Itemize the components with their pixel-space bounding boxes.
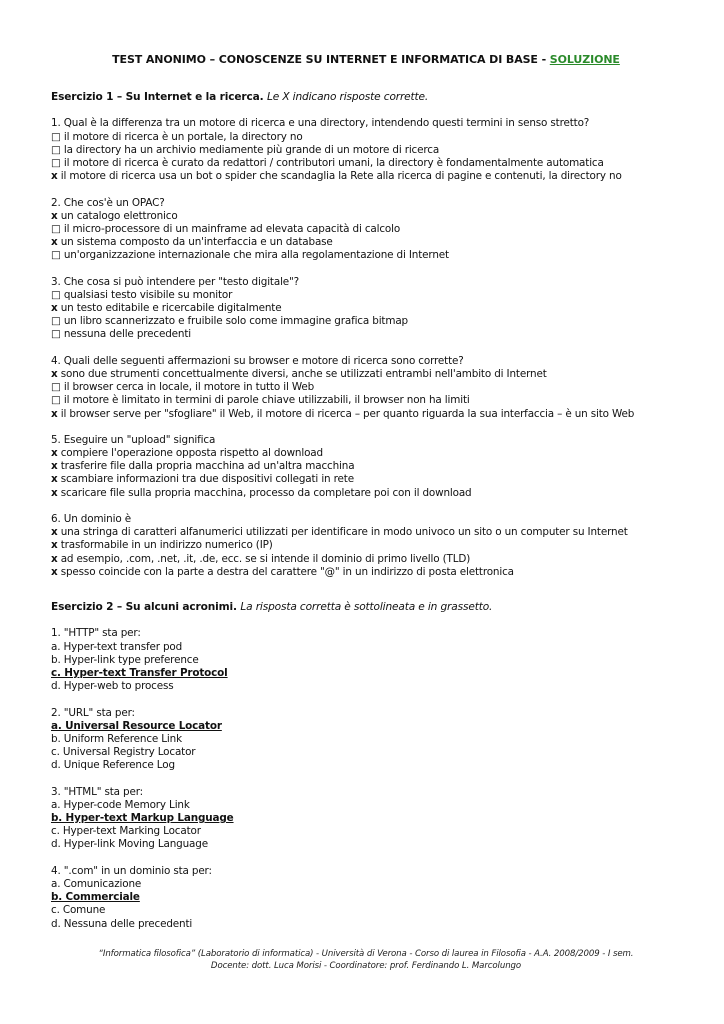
answer-item: [51, 394, 691, 407]
answer-text: trasferire file dalla propria macchina ad un'altra macchina: [60, 460, 355, 473]
correct-mark: x: [51, 236, 58, 249]
checkbox-mark: □: [51, 143, 61, 156]
answer-item: [51, 144, 691, 157]
correct-mark: x: [51, 565, 58, 578]
title-main: TEST ANONIMO – CONOSCENZE SU INTERNET E INFORMATICA DI BASE -: [112, 53, 550, 66]
answer-item: [51, 539, 691, 552]
answer-item: [51, 799, 691, 812]
exercise-2: [51, 601, 691, 931]
answer-text: un'organizzazione internazionale che mira alla regolamentazione di Internet: [63, 249, 449, 262]
answer-item: [51, 381, 691, 394]
correct-mark: x: [51, 486, 58, 499]
answer-item: [51, 733, 691, 746]
answer-item: [51, 641, 691, 654]
footer-line-2: Docente: dott. Luca Morisi - Coordinatore: prof. Ferdinando L. Marcolungo: [210, 960, 522, 971]
answer-text: il motore è limitato in termini di parole chiave utilizzabili, il browser non ha limiti: [63, 394, 470, 407]
answer-text: qualsiasi testo visibile su monitor: [63, 288, 233, 301]
answer-text: c. Comune: [51, 904, 106, 917]
page-title: [51, 53, 681, 66]
answer-item: [51, 210, 691, 223]
answer-text: ad esempio, .com, .net, .it, .de, ecc. se si intende il dominio di primo livello (TLD): [60, 552, 471, 565]
answer-item: [51, 720, 691, 733]
correct-mark: x: [51, 302, 58, 314]
answer-item: [51, 746, 691, 759]
question-text: 6. Un dominio è: [51, 513, 131, 525]
answer-item: [51, 315, 691, 328]
answer-item: [51, 825, 691, 838]
answer-text: il micro-processore di un mainframe ad elevata capacità di calcolo: [63, 222, 401, 235]
answer-item: [51, 812, 691, 825]
answer-item: [51, 904, 691, 917]
answer-text: b. Hyper-link type preference: [51, 653, 199, 666]
correct-mark: x: [51, 170, 58, 183]
correct-mark: x: [51, 473, 58, 486]
answer-item: [51, 878, 691, 891]
answer-item: [51, 131, 691, 144]
question-text: 4. ".com" in un dominio sta per:: [51, 864, 212, 877]
answer-item: [51, 157, 691, 170]
answer-text: c. Universal Registry Locator: [51, 746, 196, 759]
exercise-1: [51, 91, 691, 579]
correct-mark: x: [51, 407, 58, 420]
answer-text: b. Uniform Reference Link: [51, 732, 182, 745]
answer-item: [51, 918, 691, 931]
page-footer: [51, 949, 681, 972]
answer-item: [51, 654, 691, 667]
question-text: 2. Che cos'è un OPAC?: [51, 196, 165, 209]
question-text: 1. "HTTP" sta per:: [51, 627, 141, 640]
answer-item: [51, 447, 691, 460]
answer-item: [51, 566, 691, 579]
answer-item: [51, 302, 691, 315]
question-text: 5. Eseguire un "upload" significa: [51, 433, 216, 446]
answer-item: [51, 526, 691, 539]
answer-text: d. Nessuna delle precedenti: [51, 917, 193, 930]
question-text: 3. "HTML" sta per:: [51, 785, 144, 798]
answer-text: d. Hyper-link Moving Language: [51, 838, 208, 851]
correct-mark: x: [51, 539, 58, 552]
answer-text: scambiare informazioni tra due dispositivi collegati in rete: [60, 473, 354, 486]
correct-mark: x: [51, 526, 58, 539]
answer-text: spesso coincide con la parte a destra del carattere "@" in un indirizzo di posta elettronica: [60, 565, 514, 578]
answer-item: [51, 487, 691, 500]
question-text: 3. Che cosa si può intendere per "testo digitale"?: [51, 275, 300, 288]
answer-item: [51, 838, 691, 851]
correct-answer: b. Commerciale: [51, 891, 140, 904]
answer-item: [51, 473, 691, 486]
question-text: 2. "URL" sta per:: [51, 706, 135, 719]
answer-text: trasformabile in un indirizzo numerico (IP): [60, 539, 273, 552]
checkbox-mark: □: [51, 394, 61, 407]
correct-answer: b. Hyper-text Markup Language: [51, 812, 234, 824]
correct-mark: x: [51, 447, 58, 460]
checkbox-mark: □: [51, 381, 61, 394]
answer-text: un catalogo elettronico: [60, 209, 178, 222]
answer-item: [51, 289, 691, 302]
answer-text: a. Hyper-text transfer pod: [51, 640, 183, 653]
answer-text: un testo editabile e ricercabile digitalmente: [60, 302, 282, 314]
title-solution: SOLUZIONE: [549, 53, 620, 66]
answer-item: [51, 236, 691, 249]
answer-text: compiere l'operazione opposta rispetto al download: [60, 447, 323, 460]
answer-text: a. Hyper-code Memory Link: [51, 798, 190, 811]
answer-item: [51, 460, 691, 473]
checkbox-mark: □: [51, 130, 61, 143]
answer-item: [51, 249, 691, 262]
answer-text: il browser cerca in locale, il motore in tutto il Web: [63, 381, 315, 394]
question-text: 1. Qual è la differenza tra un motore di ricerca e una directory, intendendo questi termini in senso stretto?: [51, 117, 590, 130]
exercise-1-title: Esercizio 1 – Su Internet e la ricerca. Le X indicano risposte corrette.: [51, 91, 429, 103]
answer-text: a. Comunicazione: [51, 877, 142, 890]
footer-line-1: “Informatica filosofica” (Laboratorio di informatica) - Università di Verona - Corso di laurea in Filosofia - A.A. 2008/2009 - I sem.: [98, 949, 634, 959]
answer-item: [51, 170, 691, 183]
answer-text: un libro scannerizzato e fruibile solo come immagine grafica bitmap: [63, 315, 408, 328]
answer-text: la directory ha un archivio mediamente più grande di un motore di ricerca: [63, 143, 440, 156]
correct-mark: x: [51, 209, 58, 222]
checkbox-mark: □: [51, 156, 61, 169]
answer-item: [51, 328, 691, 341]
answer-item: [51, 680, 691, 693]
correct-mark: x: [51, 367, 58, 380]
answer-text: il motore di ricerca è un portale, la directory no: [63, 130, 303, 143]
correct-answer: c. Hyper-text Transfer Protocol: [51, 666, 228, 679]
answer-item: [51, 223, 691, 236]
correct-mark: x: [51, 460, 58, 473]
answer-item: [51, 891, 691, 904]
answer-text: c. Hyper-text Marking Locator: [51, 825, 201, 838]
checkbox-mark: □: [51, 249, 61, 262]
checkbox-mark: □: [51, 288, 61, 301]
exercise-2-title: Esercizio 2 – Su alcuni acronimi. La risposta corretta è sottolineata e in grassetto.: [51, 601, 493, 613]
answer-text: il motore di ricerca usa un bot o spider che scandaglia la Rete alla ricerca di pagine e contenuti, la directory no: [60, 170, 622, 183]
answer-text: un sistema composto da un'interfaccia e un database: [60, 236, 333, 249]
answer-text: una stringa di caratteri alfanumerici utilizzati per identificare in modo univoco un sito o un computer su Internet: [60, 526, 628, 539]
answer-item: [51, 553, 691, 566]
answer-item: [51, 368, 691, 381]
checkbox-mark: □: [51, 328, 61, 341]
answer-text: d. Hyper-web to process: [51, 680, 174, 693]
correct-answer: a. Universal Resource Locator: [51, 719, 222, 732]
answer-text: d. Unique Reference Log: [51, 759, 175, 772]
answer-text: sono due strumenti concettualmente diversi, anche se utilizzati entrambi nell'ambito di Internet: [60, 367, 547, 380]
answer-text: il motore di ricerca è curato da redattori / contributori umani, la directory è fondamentalmente automatica: [63, 156, 604, 169]
answer-item: [51, 667, 691, 680]
answer-item: [51, 408, 691, 421]
checkbox-mark: □: [51, 222, 61, 235]
answer-text: nessuna delle precedenti: [63, 328, 192, 341]
checkbox-mark: □: [51, 315, 61, 328]
question-text: 4. Quali delle seguenti affermazioni su browser e motore di ricerca sono corrette?: [51, 354, 464, 367]
answer-item: [51, 759, 691, 772]
answer-text: scaricare file sulla propria macchina, processo da completare poi con il download: [60, 486, 472, 499]
answer-text: il browser serve per "sfogliare" il Web, il motore di ricerca – per quanto riguarda la sua interfaccia – è un sito Web: [60, 407, 635, 420]
correct-mark: x: [51, 552, 58, 565]
